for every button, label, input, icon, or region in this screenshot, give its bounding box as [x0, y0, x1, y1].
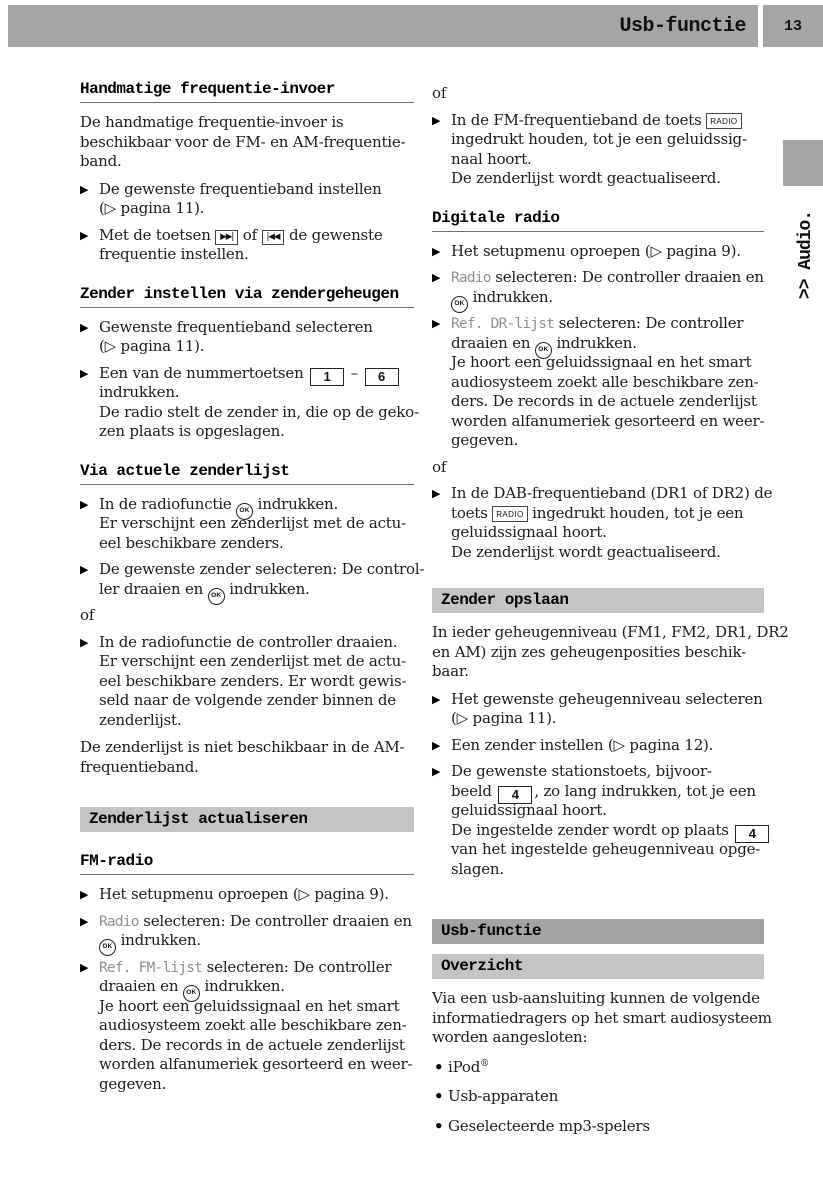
bullet-arrow-icon: ▶: [432, 765, 441, 778]
text-run: ingedrukt houden, tot je een: [527, 503, 744, 522]
bullet-arrow-icon: ▶: [432, 271, 441, 284]
text-line: [99, 580, 414, 600]
text-run: informatiedragers op het smart audiosysteem: [432, 1008, 772, 1027]
text-run: Gewenste frequentieband selecteren: [99, 317, 373, 336]
text-run: , zo lang indrukken, tot je een: [534, 781, 756, 800]
text-run: geluidssignaal hoort.: [451, 523, 607, 541]
text-run: De radio stelt de zender in, die op de geko-: [99, 402, 419, 421]
text-line: [451, 543, 764, 563]
text-run: De gewenste frequentieband instellen: [99, 179, 382, 198]
text-line: [451, 821, 764, 841]
seek-back-key-icon: |◀◀: [262, 230, 285, 245]
text-run: of: [80, 606, 95, 624]
text-run: beeld: [451, 781, 497, 800]
text-line: [99, 1036, 414, 1056]
text-run: De gewenste stationstoets, bijvoor-: [451, 762, 712, 780]
text-run: De zenderlijst wordt geactualiseerd.: [451, 542, 721, 561]
text-line: [451, 288, 764, 308]
section-heading: FM-radio: [80, 852, 414, 875]
text-run: of: [432, 84, 447, 102]
text-run: De zenderlijst is niet beschikbaar in de AM-: [80, 738, 405, 756]
text-line: [432, 643, 764, 663]
text-run: De gewenste zender selecteren: De control-: [99, 560, 425, 578]
number-key-1-icon: 1: [310, 368, 344, 386]
subsection-title-bar: Overzicht: [432, 954, 764, 979]
ok-button-icon: OK: [236, 503, 253, 520]
bullet-dot-icon: •: [434, 1116, 444, 1135]
text-line: [99, 1075, 414, 1095]
text-line: [99, 495, 414, 515]
text-run: frequentieband.: [80, 757, 199, 776]
text-run: of: [432, 457, 447, 476]
radio-key-icon: RADIO: [492, 506, 527, 522]
seek-forward-key-icon: ▶▶|: [215, 230, 238, 245]
instruction-item: [80, 633, 414, 731]
text-line: [99, 383, 414, 403]
text-line: [451, 412, 764, 432]
text-line: [448, 1087, 764, 1107]
ok-button-icon: OK: [535, 342, 552, 359]
text-line: [99, 180, 414, 200]
text-line: [451, 782, 764, 802]
paragraph: [432, 84, 764, 104]
text-run: slagen.: [451, 859, 504, 878]
subsection-title-bar: Zender opslaan: [432, 588, 764, 613]
text-line: [451, 373, 764, 393]
text-run: baar.: [432, 662, 469, 680]
text-run: indrukken.: [199, 977, 285, 995]
text-line: [99, 977, 414, 997]
text-line: [80, 758, 414, 778]
text-run: beschikbaar voor de FM- en AM-frequentie-: [80, 132, 406, 151]
text-run: indrukken.: [116, 931, 201, 949]
ok-button-icon: OK: [451, 296, 468, 313]
text-line: [99, 364, 414, 384]
text-run: –: [346, 363, 363, 382]
bullet-dot-icon: •: [434, 1057, 444, 1076]
text-line: [99, 997, 414, 1017]
text-run: Er verschijnt een zenderlijst met de actu-: [99, 514, 406, 532]
text-run: indrukken.: [468, 287, 553, 306]
text-line: [451, 353, 764, 373]
text-line: [99, 691, 414, 711]
text-run: selecteren: De controller draaien en: [490, 268, 764, 286]
instruction-item: [80, 495, 414, 554]
text-line: [432, 662, 764, 682]
page-title: Usb-functie: [619, 14, 746, 38]
text-run: band.: [80, 152, 122, 170]
text-run: iPod: [448, 1057, 481, 1076]
text-line: [99, 711, 414, 731]
text-run: Een zender instellen (▷ pagina 12).: [451, 735, 714, 754]
instruction-item: [80, 363, 419, 442]
text-run: Je hoort een geluidssignaal en het smart: [451, 353, 752, 371]
display-text: Radio: [451, 270, 491, 286]
instruction-item: [80, 180, 414, 219]
bullet-arrow-icon: ▶: [80, 635, 89, 649]
radio-key-icon: RADIO: [706, 113, 741, 129]
instruction-item: [80, 912, 414, 951]
instruction-item: [432, 314, 764, 451]
text-run: Er verschijnt een zenderlijst met de actu-: [99, 652, 406, 670]
text-line: [451, 840, 764, 860]
instruction-item: [432, 762, 764, 879]
text-line: [451, 392, 764, 412]
page-number: 13: [783, 17, 802, 35]
instruction-item: [432, 111, 764, 189]
instruction-item: [80, 958, 414, 1095]
text-run: van het ingestelde geheugenniveau opge-: [451, 840, 761, 858]
text-line: [451, 690, 764, 710]
text-line: [451, 504, 764, 524]
text-run: zen plaats is opgeslagen.: [99, 422, 285, 440]
text-run: worden aangesloten:: [432, 1028, 588, 1046]
display-text: Ref. DR-lijst: [451, 316, 555, 332]
section-heading: Handmatige frequentie-invoer: [80, 80, 414, 103]
text-run: De ingestelde zender wordt op plaats: [451, 820, 734, 839]
text-run: toets: [451, 503, 493, 522]
text-line: [80, 606, 414, 626]
text-run: indrukken.: [551, 333, 637, 352]
text-run: (▷ pagina 11).: [99, 199, 205, 217]
text-run: Een van de nummertoetsen: [99, 363, 309, 382]
chapter-tab-marker: [783, 140, 823, 186]
right-column: [432, 80, 789, 1146]
bullet-arrow-icon: ▶: [80, 960, 89, 974]
chapter-tab-label: >> Audio.: [796, 210, 816, 300]
text-run: ingedrukt houden, tot je een geluidssig-: [451, 130, 747, 148]
paragraph: [432, 989, 772, 1048]
text-line: [451, 709, 764, 729]
text-run: Het setupmenu oproepen (▷ pagina 9).: [451, 241, 741, 260]
text-run: (▷ pagina 11).: [99, 337, 205, 355]
text-line: [432, 1008, 772, 1029]
text-line: [80, 113, 414, 133]
number-key-4-icon: 4: [735, 825, 769, 843]
text-run: Je hoort een geluidssignaal en het smart: [99, 996, 400, 1015]
instruction-item: [432, 736, 764, 756]
text-run: frequentie instellen.: [99, 245, 249, 263]
header-title-segment: [8, 5, 758, 47]
paragraph: [80, 606, 414, 626]
text-line: [99, 652, 414, 672]
text-run: ders. De records in de actuele zenderlijst: [451, 392, 757, 410]
text-run: In de FM-frequentieband de toets: [451, 110, 707, 129]
text-run: In de radiofunctie: [99, 494, 237, 513]
ok-button-icon: OK: [208, 588, 225, 605]
text-line: [451, 242, 764, 262]
text-line: [99, 318, 414, 338]
text-line: [432, 1028, 764, 1048]
text-run: naal hoort.: [451, 149, 532, 168]
bullet-arrow-icon: ▶: [80, 228, 89, 242]
text-line: [99, 226, 414, 246]
text-line: [99, 885, 414, 905]
bullet-arrow-icon: ▶: [80, 182, 89, 196]
display-text: Radio: [99, 913, 139, 930]
text-line: [80, 738, 414, 758]
text-run: indrukken.: [253, 494, 339, 513]
text-run: Via een usb-aansluiting kunnen de volgende: [432, 989, 760, 1007]
text-run: Met de toetsen: [99, 225, 216, 244]
text-run: In de DAB-frequentieband (DR1 of DR2) de: [451, 484, 773, 502]
text-run: selecteren: De controller: [554, 314, 744, 332]
text-run: of: [238, 225, 262, 244]
text-line: [99, 402, 419, 423]
instruction-item: [80, 885, 414, 905]
ok-button-icon: OK: [183, 985, 200, 1002]
text-run: indrukken.: [99, 383, 180, 401]
text-run: gegeven.: [451, 431, 519, 449]
bullet-arrow-icon: ▶: [432, 244, 441, 258]
text-run: Het setupmenu oproepen (▷ pagina 9).: [99, 885, 389, 903]
text-run: eel beschikbare zenders.: [99, 533, 284, 552]
text-run: Usb-apparaten: [448, 1087, 559, 1105]
text-line: [99, 912, 414, 932]
section-heading: Digitale radio: [432, 209, 764, 232]
text-line: [448, 1058, 764, 1078]
bullet-arrow-icon: ▶: [80, 497, 89, 511]
bullet-arrow-icon: ▶: [432, 317, 441, 330]
text-run: audiosysteem zoekt alle beschikbare zen-: [451, 372, 759, 391]
bullet-dot-icon: •: [434, 1087, 444, 1105]
list-item: [432, 1058, 764, 1078]
text-run: De handmatige frequentie-invoer is: [80, 113, 344, 131]
text-line: [80, 152, 414, 172]
text-line: [451, 484, 773, 504]
paragraph: [432, 623, 789, 682]
text-line: [99, 931, 414, 951]
text-line: [99, 514, 414, 534]
text-line: [99, 1055, 414, 1075]
text-line: [451, 314, 764, 334]
text-line: [451, 130, 764, 150]
text-run: draaien en: [99, 977, 183, 995]
text-line: [99, 560, 425, 580]
section-heading: Zender instellen via zendergeheugen: [80, 285, 414, 308]
instruction-item: [80, 560, 425, 599]
number-key-6-icon: 6: [365, 368, 399, 386]
text-run: De zenderlijst wordt geactualiseerd.: [451, 169, 721, 187]
text-line: [451, 150, 764, 170]
text-line: [99, 534, 414, 554]
bullet-arrow-icon: ▶: [80, 914, 89, 928]
instruction-item: [432, 484, 773, 562]
text-run: draaien en: [451, 333, 535, 352]
bullet-arrow-icon: ▶: [432, 487, 441, 500]
instruction-item: [432, 268, 764, 307]
text-line: [448, 1117, 764, 1137]
text-run: worden alfanumeriek gesorteerd en weer-: [99, 1055, 413, 1073]
text-run: zenderlijst.: [99, 710, 182, 729]
list-item: [432, 1117, 764, 1137]
text-line: [99, 672, 414, 692]
text-run: en AM) zijn zes geheugenposities beschik-: [432, 642, 746, 661]
text-run: gegeven.: [99, 1074, 167, 1093]
text-line: [451, 431, 764, 451]
instruction-item: [80, 318, 414, 357]
chapter-tab: [791, 192, 821, 318]
ok-button-icon: OK: [99, 939, 116, 956]
text-run: selecteren: De controller draaien en: [138, 911, 412, 930]
bullet-arrow-icon: ▶: [432, 692, 441, 706]
number-key-4-icon: 4: [498, 786, 532, 804]
bullet-arrow-icon: ▶: [80, 320, 89, 334]
header-number-segment: [763, 5, 823, 47]
text-line: [99, 633, 414, 653]
display-text: Ref. FM-lijst: [99, 959, 203, 976]
text-line: [451, 801, 764, 821]
paragraph: [80, 738, 414, 777]
text-line: [451, 111, 764, 131]
instruction-item: [80, 226, 414, 265]
list-item: [432, 1087, 764, 1107]
text-line: [451, 268, 764, 288]
text-run: Geselecteerde mp3-spelers: [448, 1116, 650, 1135]
subsection-title-bar: Zenderlijst actualiseren: [80, 807, 414, 832]
instruction-item: [432, 242, 764, 262]
bullet-arrow-icon: ▶: [80, 563, 89, 576]
bullet-arrow-icon: ▶: [432, 738, 441, 752]
text-run: eel beschikbare zenders. Er wordt gewis-: [99, 671, 407, 690]
text-line: [432, 989, 764, 1009]
instruction-item: [432, 690, 764, 729]
text-run: audiosysteem zoekt alle beschikbare zen-: [99, 1016, 407, 1034]
text-run: In ieder geheugenniveau (FM1, FM2, DR1, DR2: [432, 623, 789, 641]
paragraph: [80, 113, 414, 172]
registered-mark: ®: [480, 1058, 489, 1069]
text-line: [432, 623, 789, 643]
text-run: seld naar de volgende zender binnen de: [99, 691, 396, 709]
paragraph: [432, 458, 764, 478]
text-run: Het gewenste geheugenniveau selecteren: [451, 689, 763, 708]
text-line: [99, 337, 414, 357]
text-line: [451, 523, 764, 543]
text-line: [451, 169, 764, 189]
bullet-arrow-icon: ▶: [80, 366, 89, 380]
text-run: worden alfanumeriek gesorteerd en weer-: [451, 411, 765, 430]
text-line: [451, 736, 764, 756]
text-line: [451, 334, 764, 354]
text-line: [432, 458, 764, 478]
text-run: In de radiofunctie de controller draaien.: [99, 632, 398, 651]
text-run: indrukken.: [224, 579, 310, 598]
section-heading: Via actuele zenderlijst: [80, 462, 414, 485]
left-column: [80, 80, 425, 1101]
text-run: ler draaien en: [99, 579, 208, 598]
text-run: selecteren: De controller: [202, 957, 392, 976]
text-line: [432, 84, 764, 104]
text-run: ders. De records in de actuele zenderlijst: [99, 1035, 405, 1054]
text-line: [99, 245, 414, 265]
text-line: [99, 958, 414, 978]
text-run: de gewenste: [284, 225, 383, 244]
text-line: [99, 422, 414, 442]
chapter-title-bar: Usb-functie: [432, 919, 764, 944]
text-line: [451, 762, 764, 782]
text-line: [80, 133, 414, 153]
text-line: [99, 1016, 414, 1036]
text-run: (▷ pagina 11).: [451, 709, 557, 727]
text-run: geluidssignaal hoort.: [451, 801, 607, 819]
page-header-bar: [8, 5, 823, 47]
text-line: [451, 860, 764, 880]
bullet-arrow-icon: ▶: [80, 888, 89, 901]
bullet-arrow-icon: ▶: [432, 113, 441, 127]
text-line: [99, 199, 414, 219]
